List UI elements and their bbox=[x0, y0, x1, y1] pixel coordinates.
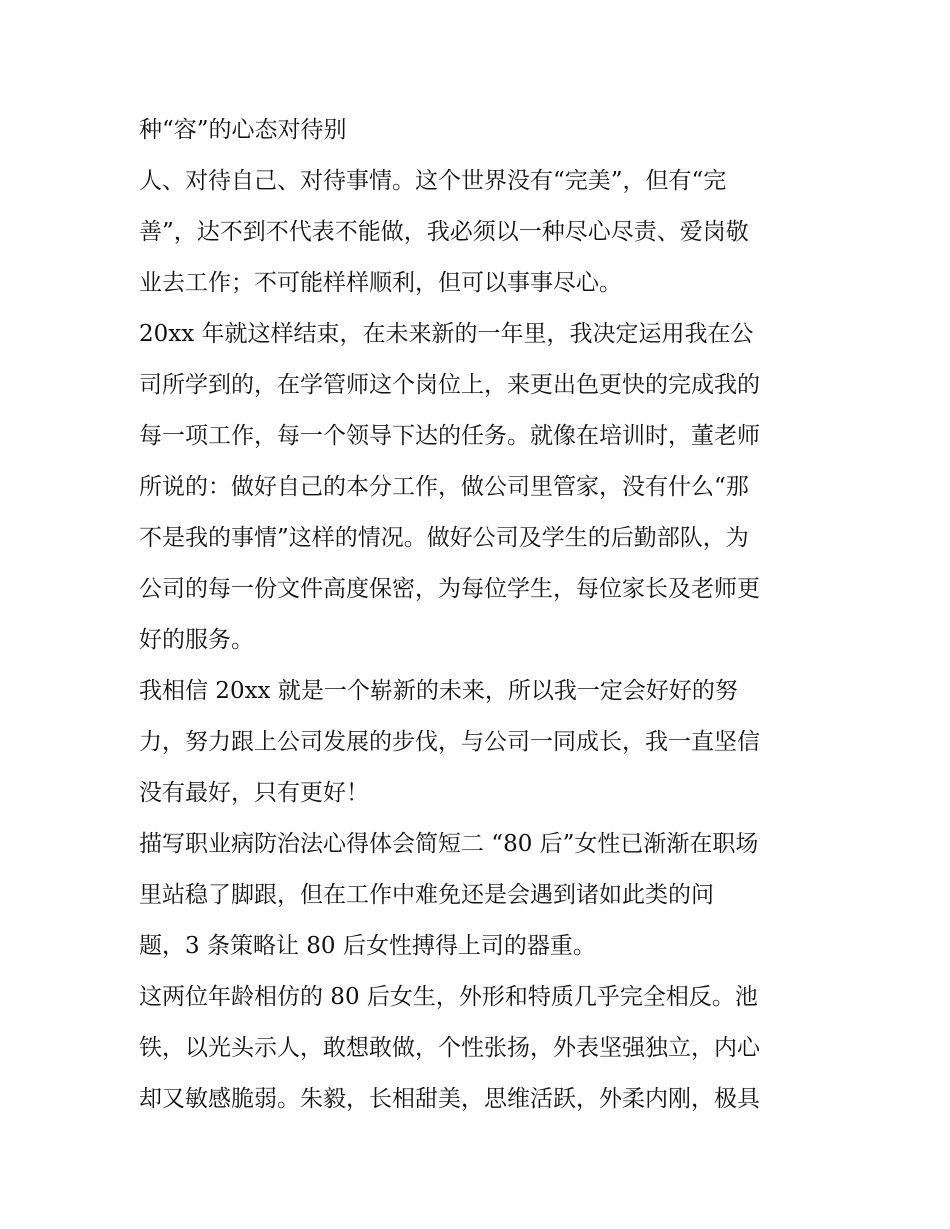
text-line: 20xx 年就这样结束，在未来新的一年里，我决定运用我在公 bbox=[139, 321, 754, 347]
text-line: 却又敏感脆弱。朱毅，长相甜美，思维活跃，外柔内刚，极具 bbox=[139, 1086, 760, 1112]
text-line: 不是我的事情”这样的情况。做好公司及学生的后勤部队，为 bbox=[139, 525, 749, 551]
text-line: 我相信 20xx 就是一个崭新的未来，所以我一定会好好的努 bbox=[139, 678, 738, 704]
text-line: 里站稳了脚跟，但在工作中难免还是会遇到诸如此类的问 bbox=[139, 882, 714, 908]
text-line: 力，努力跟上公司发展的步伐，与公司一同成长，我一直坚信 bbox=[139, 729, 760, 755]
document-body bbox=[139, 110, 819, 1130]
text-line: 这两位年龄相仿的 80 后女生，外形和特质几乎完全相反。池 bbox=[139, 984, 758, 1010]
text-line: 人、对待自己、对待事情。这个世界没有“完美”，但有“完 bbox=[139, 168, 727, 194]
text-line: 善”，达不到不代表不能做，我必须以一种尽心尽责、爱岗敬 bbox=[139, 219, 749, 245]
text-line: 没有最好，只有更好！ bbox=[139, 780, 369, 806]
text-line: 司所学到的，在学管师这个岗位上，来更出色更快的完成我的 bbox=[139, 372, 760, 398]
text-line: 铁，以光头示人，敢想敢做，个性张扬，外表坚强独立，内心 bbox=[139, 1035, 760, 1061]
text-line: 公司的每一份文件高度保密，为每位学生，每位家长及老师更 bbox=[139, 576, 760, 602]
text-line: 业去工作；不可能样样顺利，但可以事事尽心。 bbox=[139, 270, 622, 296]
text-line: 好的服务。 bbox=[139, 627, 254, 653]
text-line: 种“容”的心态对待别 bbox=[139, 117, 347, 143]
text-line: 描写职业病防治法心得体会简短二 “80 后”女性已渐渐在职场 bbox=[139, 831, 759, 857]
text-line: 所说的：做好自己的本分工作，做公司里管家，没有什么“那 bbox=[139, 474, 749, 500]
text-line: 每一项工作，每一个领导下达的任务。就像在培训时，董老师 bbox=[139, 423, 760, 449]
text-line: 题，3 条策略让 80 后女性搏得上司的器重。 bbox=[139, 933, 596, 959]
